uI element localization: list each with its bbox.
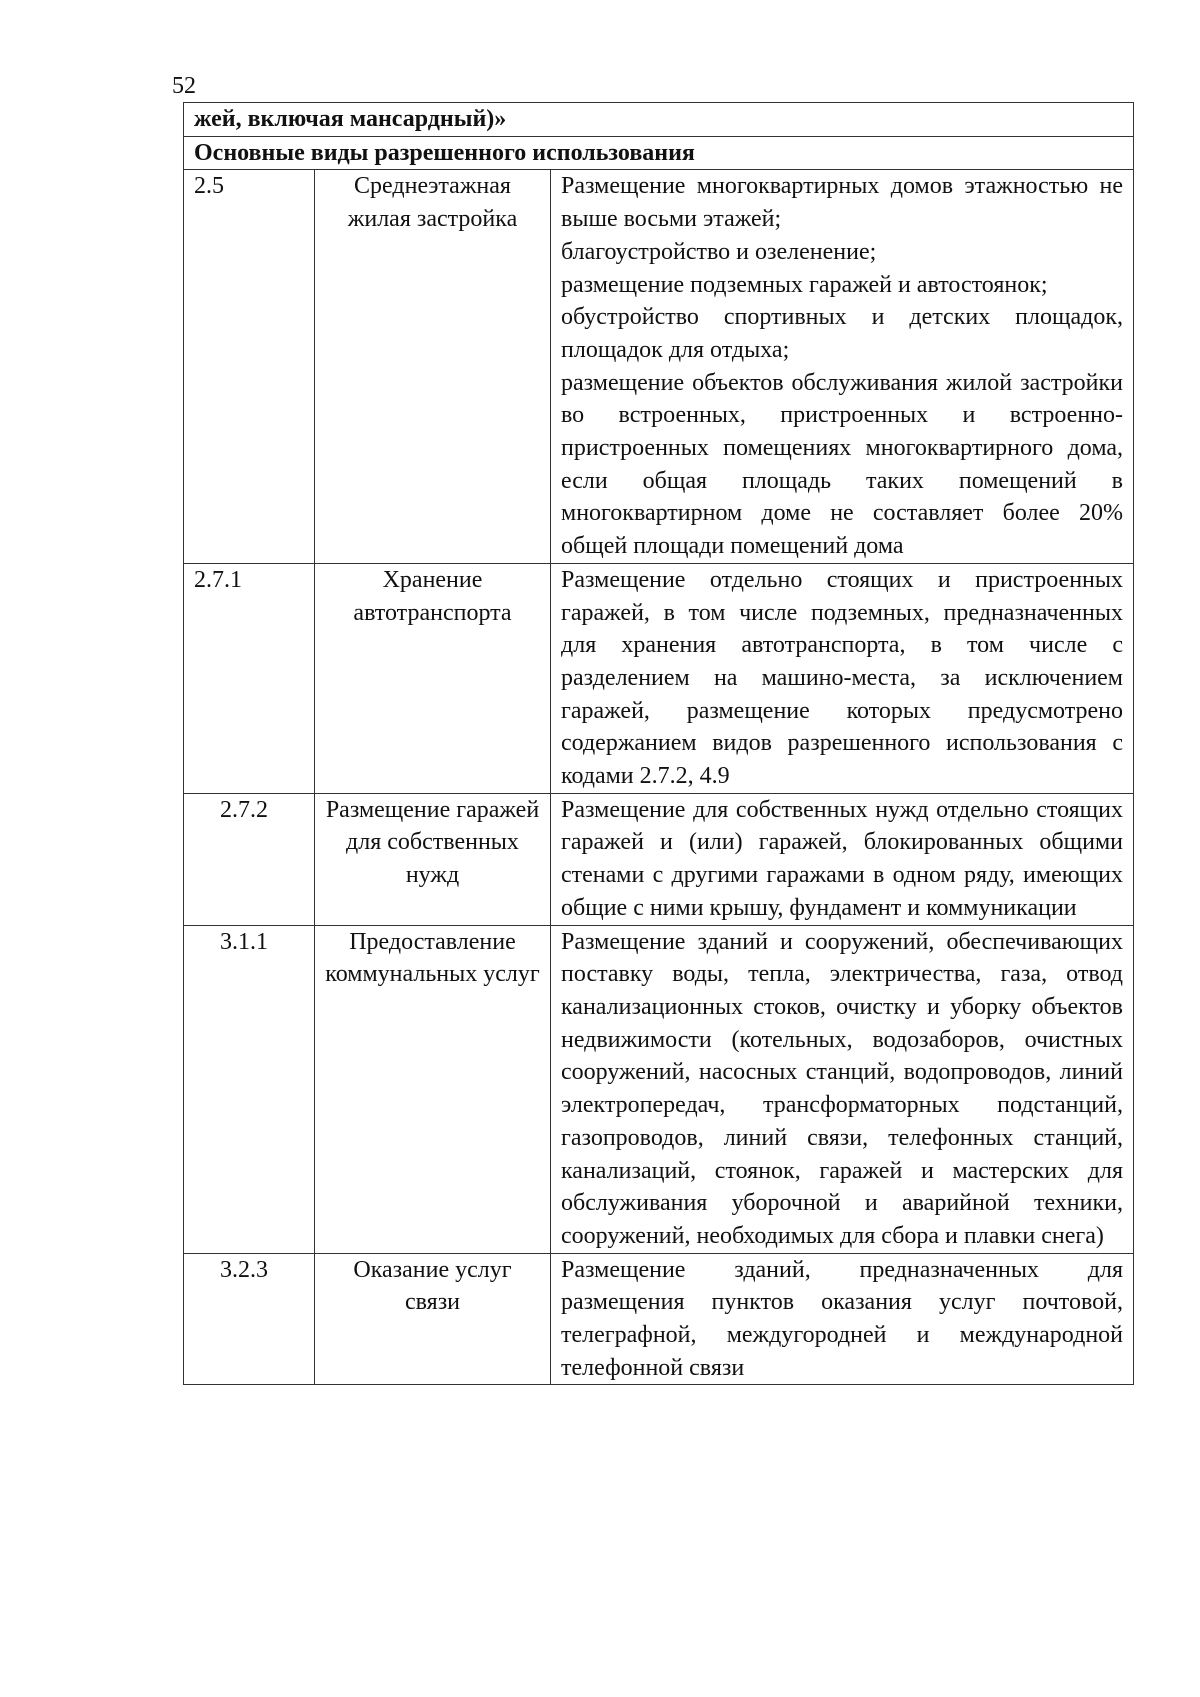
description-paragraph: Размещение отдельно стоящих и пристроенных гаражей, в том числе подземных, предназначенных для хранения автотранспорта, в том числе с разделением на машино-места, за исключением гаражей, размещение которых предусмотрено содержанием видов разрешенного использования с кодами 2.7.2, 4.9 (561, 566, 1123, 790)
page-number: 52 (172, 73, 196, 99)
description-paragraph: благоустройство и озеленение; (561, 238, 877, 265)
row-name: Среднеэтажная жилая застройка (315, 170, 551, 563)
row-name: Оказание услуг связи (315, 1253, 551, 1385)
continued-heading: жей, включая мансардный)» (184, 103, 1134, 137)
row-code: 2.7.2 (184, 793, 315, 925)
description-paragraph: размещение подземных гаражей и автостоянок; (561, 271, 1048, 298)
row-name: Хранение автотранспорта (315, 563, 551, 793)
description-paragraph: Размещение многоквартирных домов этажностью не выше восьми этажей; (561, 173, 1123, 233)
table-row (184, 563, 1134, 793)
description-paragraph: обустройство спортивных и детских площадок, площадок для отдыха; (561, 304, 1123, 363)
table-row (184, 793, 1134, 925)
row-description (551, 170, 1134, 563)
row-description (551, 925, 1134, 1253)
description-paragraph: Размещение зданий и сооружений, обеспечивающих поставку воды, тепла, электричества, газа, отвод канализационных стоков, очистку и уборку объектов недвижимости (котельных, водозаборов, очистных сооружений, насосных станций, водопроводов, линий электропередач, трансформаторных подстанций, газопроводов, линий связи, телефонных станций, канализаций, стоянок, гаражей и мастерских для обслуживания уборочной и аварийной техники, сооружений, необходимых для сбора и плавки снега) (561, 928, 1123, 1249)
row-code: 2.5 (184, 170, 315, 563)
row-name: Предоставление коммунальных услуг (315, 925, 551, 1253)
table-row (184, 925, 1134, 1253)
table-header-continued-row (184, 103, 1134, 137)
row-code: 3.2.3 (184, 1253, 315, 1385)
row-description (551, 1253, 1134, 1385)
table-row (184, 1253, 1134, 1385)
row-description (551, 793, 1134, 925)
table-row (184, 170, 1134, 563)
section-heading: Основные виды разрешенного использования (184, 136, 1134, 170)
row-code: 2.7.1 (184, 563, 315, 793)
row-description (551, 563, 1134, 793)
description-paragraph: размещение объектов обслуживания жилой застройки во встроенных, пристроенных и встроенно-пристроенных помещениях многоквартирного дома, если общая площадь таких помещений в многоквартирном доме не составляет более 20% общей площади помещений дома (561, 369, 1123, 560)
description-paragraph: Размещение зданий, предназначенных для размещения пунктов оказания услуг почтовой, телеграфной, междугородней и международной телефонной связи (561, 1256, 1123, 1381)
table-section-heading-row (184, 136, 1134, 170)
row-name: Размещение гаражей для собственных нужд (315, 793, 551, 925)
land-use-table (183, 102, 1134, 1385)
row-code: 3.1.1 (184, 925, 315, 1253)
description-paragraph: Размещение для собственных нужд отдельно стоящих гаражей и (или) гаражей, блокированных общими стенами с другими гаражами в одном ряду, имеющих общие с ними крышу, фундамент и коммуникации (561, 796, 1123, 921)
